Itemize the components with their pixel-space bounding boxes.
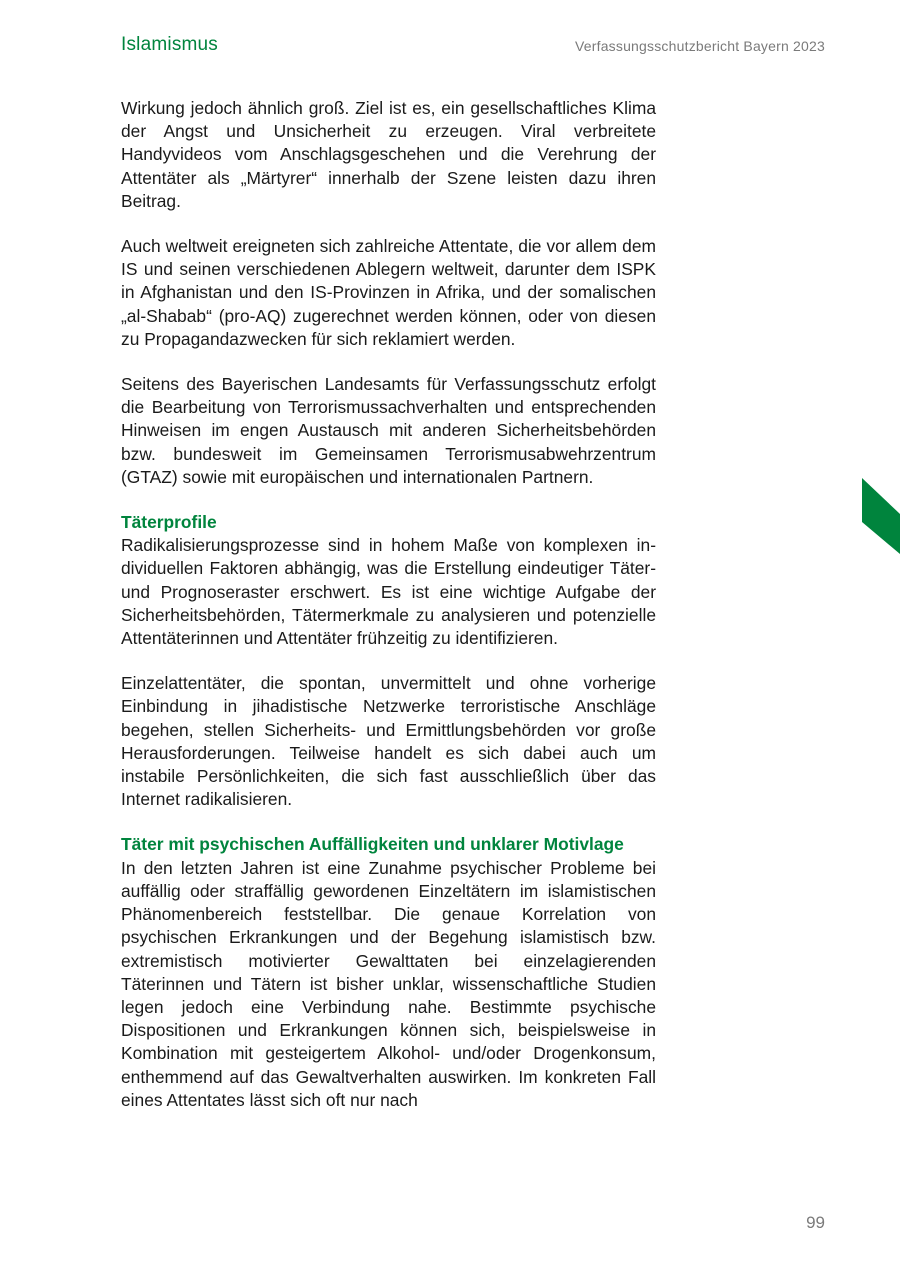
paragraph-4: Radikalisierungsprozesse sind in hohem Maße von komplexen individuellen Faktoren abhängig, was die Erstellung eindeutiger Täter- und Prognoseraster erschwert. Es ist eine wichtige Aufgabe der Sicherheitsbehörden, Tätermerkmale zu analysieren und potenzielle Attentäterinnen und Attentäter frühzeitig zu identifizieren. [121, 535, 656, 649]
paragraph-2: Auch weltweit ereigneten sich zahlreiche Attentate, die vor allem dem IS und seinen verschiedenen Ablegern weltweit, darunter dem ISPK in Afghanistan und den IS-Provinzen in Afrika, und der somalischen „al-Shabab“ (pro-AQ) zugerechnet werden können, oder von diesen zu Propagandazwecken für sich reklamiert werden. [121, 236, 656, 349]
paragraph-1: Wirkung jedoch ähnlich groß. Ziel ist es, ein gesellschaftliches Klima der Angst und Unsicherheit zu erzeugen. Viral verbreitete Handyvideos vom Anschlagsgeschehen und die Verehrung der Attentäter als „Märtyrer“ innerhalb der Szene leisten dazu ihren Beitrag. [121, 98, 656, 211]
paragraph-5: Einzelattentäter, die spontan, unvermittelt und ohne vorherige Einbindung in jihadistische Netzwerke terroristische Anschläge begehen, stellen Sicherheits- und Ermittlungsbehörden vor große Herausforderungen. Teilweise handelt es sich dabei auch um instabile Persönlichkeiten, die sich fast ausschließlich über das Internet radikalisieren. [121, 673, 656, 810]
main-content [121, 97, 656, 1134]
heading-psychische-auffaelligkeiten: Täter mit psychischen Auffälligkeiten und unklarer Motivlage [121, 834, 624, 855]
heading-taeterprofile: Täterprofile [121, 512, 217, 533]
report-title: Verfassungsschutzbericht Bayern 2023 [574, 38, 825, 54]
paragraph-3: Seitens des Bayerischen Landesamts für Verfassungsschutz erfolgt die Bearbeitung von Terrorismussachverhalten und entsprechenden Hinweisen im engen Austausch mit anderen Sicherheitsbehörden bzw. bundesweit im Gemeinsamen Terrorismusabwehrzentrum (GTAZ) sowie mit europäischen und internationalen Partnern. [121, 374, 656, 487]
paragraph-6: In den letzten Jahren ist eine Zunahme psychischer Probleme bei auffällig oder straffällig gewordenen Einzeltätern im islamistischen Phänomenbereich feststellbar. Die genaue Korrelation von psychischen Erkrankungen und der Begehung islamistisch bzw. extremistisch motivierter Gewalttaten bei einzelagierenden Täterinnen und Tätern ist bisher unklar, wissenschaftliche Studien legen jedoch eine Verbindung nahe. Bestimmte psychische Dispositionen und Erkrankungen können sich, beispielsweise in Kombination mit gesteigertem Alkohol- und/oder Drogenkonsum, enthemmend auf das Gewaltverhalten auswirken. Im konkreten Fall eines Attentates lässt sich oft nur nach [121, 857, 656, 1110]
chapter-tab-marker [862, 478, 900, 554]
section-label: Islamismus [121, 34, 219, 55]
page-number: 99 [806, 1213, 825, 1232]
